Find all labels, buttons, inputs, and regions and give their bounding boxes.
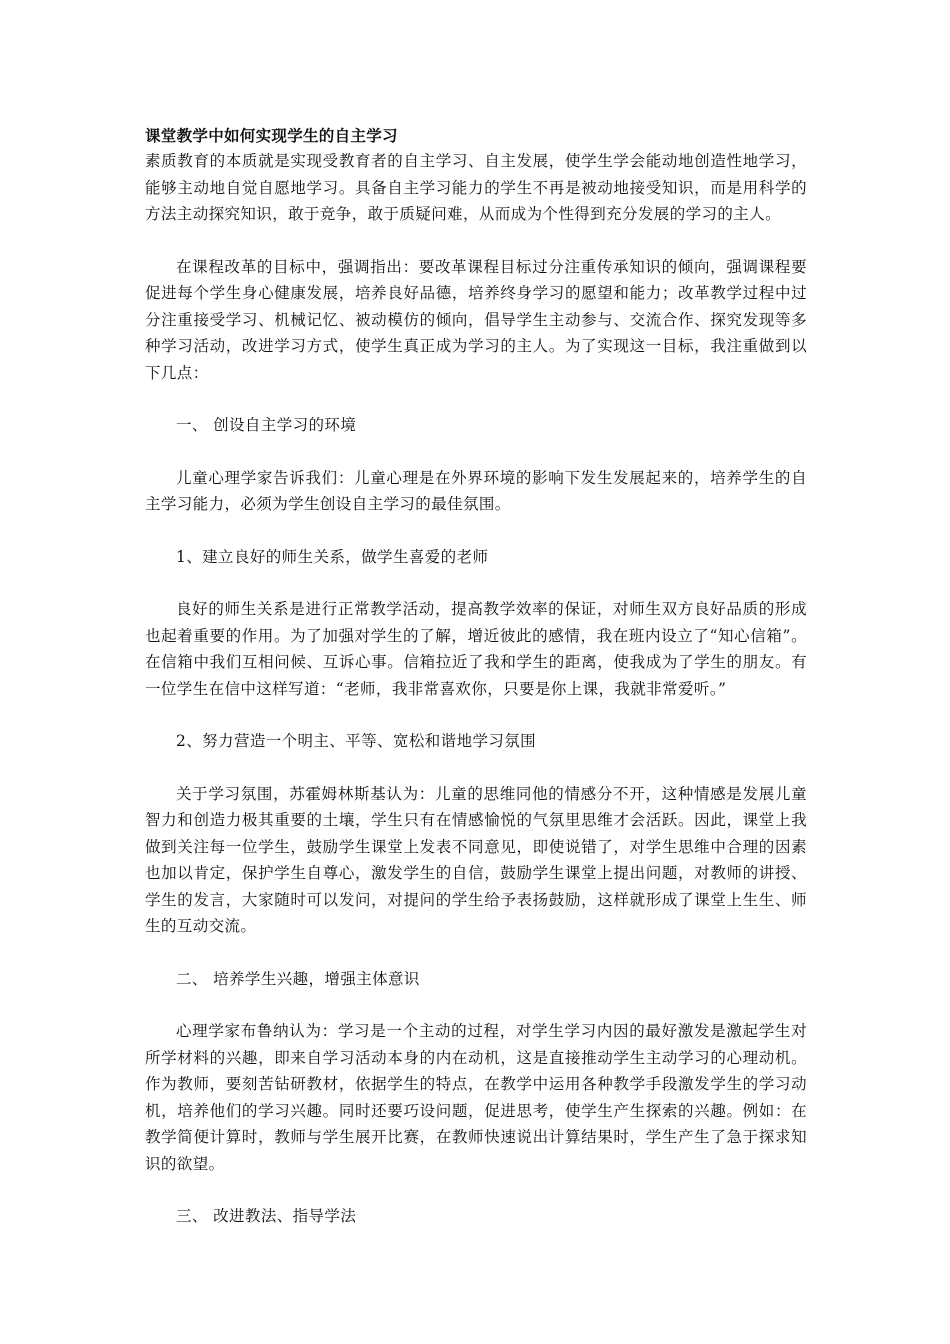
document-page <box>145 124 807 1230</box>
goal-paragraph: 在课程改革的目标中，强调指出：要改革课程目标过分注重传承知识的倾向，强调课程要促进每个学生身心健康发展，培养良好品德，培养终身学习的愿望和能力；改革教学过程中过分注重接受学习、机械记忆、被动模仿的倾向，倡导学生主动参与、交流合作、探究发现等多种学习活动，改进学习方式，使学生真正成为学习的主人。为了实现这一目标，我注重做到以下几点： <box>145 257 807 382</box>
subsection-paragraph-1: 良好的师生关系是进行正常教学活动，提高教学效率的保证，对师生双方良好品质的形成也起着重要的作用。为了加强对学生的了解，增近彼此的感情，我在班内设立了“知心信箱”。在信箱中我们互相问候、互诉心事。信箱拉近了我和学生的距离，使我成为了学生的朋友。有一位学生在信中这样写道：“老师，我非常喜欢你，只要是你上课，我就非常爱听。” <box>145 600 807 698</box>
spacer <box>145 439 807 465</box>
document-title: 课堂教学中如何实现学生的自主学习 <box>145 126 398 145</box>
spacer <box>145 518 807 544</box>
spacer <box>145 992 807 1018</box>
subsection-heading-2: 2、努力营造一个明主、平等、宽松和谐地学习氛围 <box>176 732 537 750</box>
section-heading-1: 一、 创设自主学习的环境 <box>176 416 357 434</box>
section-heading-2: 二、 培养学生兴趣，增强主体意识 <box>176 969 420 988</box>
spacer <box>145 1177 807 1203</box>
spacer <box>145 386 807 412</box>
section-paragraph-2: 心理学家布鲁纳认为：学习是一个主动的过程，对学生学习内因的最好激发是激起学生对所学材料的兴趣，即来自学习活动本身的内在动机，这是直接推动学生主动学习的心理动机。作为教师，要刻苦钻研教材，依据学生的特点，在教学中运用各种教学手段激发学生的学习动机，培养他们的学习兴趣。同时还要巧设问题，促进思考，使学生产生探索的兴趣。例如：在教学简便计算时，教师与学生展开比赛，在教师快速说出计算结果时，学生产生了急于探求知识的欲望。 <box>145 1022 807 1173</box>
intro-paragraph: 素质教育的本质就是实现受教育者的自主学习、自主发展，使学生学会能动地创造性地学习，能够主动地自觉自愿地学习。具备自主学习能力的学生不再是被动地接受知识，而是用科学的方法主动探究知识，敢于竞争，敢于质疑问难，从而成为个性得到充分发展的学习的主人。 <box>145 152 807 223</box>
subsection-paragraph-2: 关于学习氛围，苏霍姆林斯基认为：儿童的思维同他的情感分不开，这种情感是发展儿童智力和创造力极其重要的土壤，学生只有在情感愉悦的气氛里思维才会活跃。因此，课堂上我做到关注每一位学生，鼓励学生课堂上发表不同意见，即使说错了，对学生思维中合理的因素也加以肯定，保护学生自尊心，激发学生的自信，鼓励学生课堂上提出问题，对教师的讲授、学生的发言，大家随时可以发问，对提问的学生给予表扬鼓励，这样就形成了课堂上生生、师生的互动交流。 <box>145 784 807 935</box>
section-paragraph-1: 儿童心理学家告诉我们：儿童心理是在外界环境的影响下发生发展起来的，培养学生的自主学习能力，必须为学生创设自主学习的最佳氛围。 <box>145 468 807 513</box>
spacer <box>145 940 807 966</box>
subsection-heading-1: 1、建立良好的师生关系，做学生喜爱的老师 <box>176 547 489 566</box>
spacer <box>145 570 807 596</box>
spacer <box>145 228 807 254</box>
spacer <box>145 755 807 781</box>
spacer <box>145 702 807 728</box>
section-heading-3: 三、 改进教法、指导学法 <box>176 1207 357 1225</box>
